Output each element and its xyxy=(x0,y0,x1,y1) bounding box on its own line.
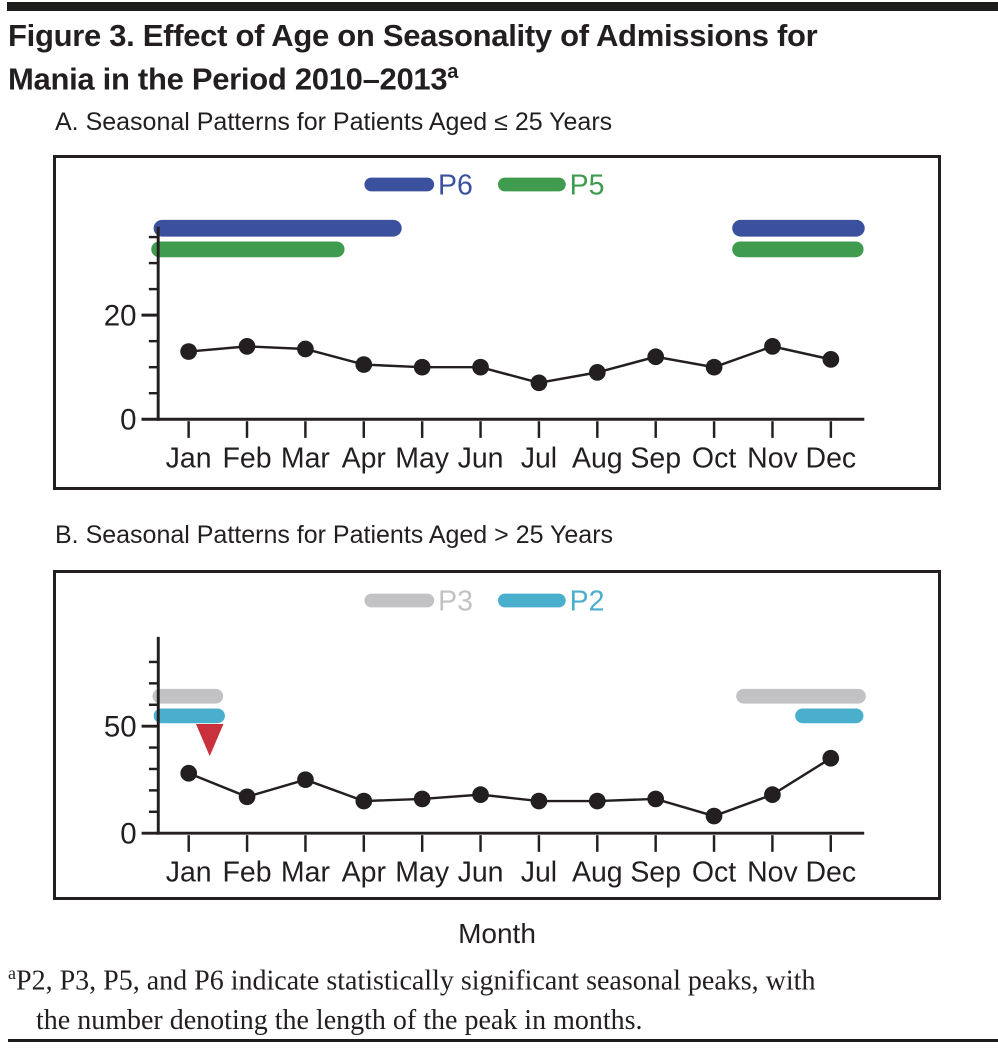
legend-swatch-p2 xyxy=(498,594,566,608)
peak-bar-p2 xyxy=(795,708,863,723)
peak-marker-arrow-icon xyxy=(196,724,223,756)
x-tick-label: Jul xyxy=(520,856,558,889)
peak-bar-p3 xyxy=(153,689,224,704)
x-axis-title: Month xyxy=(458,918,536,949)
x-tick-label: Dec xyxy=(805,856,857,889)
top-rule xyxy=(7,2,998,11)
peak-bar-p6 xyxy=(154,220,402,237)
peak-bar-p2 xyxy=(154,708,225,723)
x-tick-label: Jan xyxy=(165,856,212,889)
x-tick-label: Sep xyxy=(630,442,682,475)
legend-label-p6: P6 xyxy=(438,169,473,202)
data-point xyxy=(589,364,606,381)
data-point xyxy=(355,793,372,810)
y-tick-label: 0 xyxy=(120,403,137,437)
data-point xyxy=(297,341,314,358)
data-point xyxy=(355,356,372,373)
data-point xyxy=(706,359,723,376)
x-tick-label: Oct xyxy=(691,442,737,475)
legend-label-p3: P3 xyxy=(438,585,473,618)
x-tick-label: Mar xyxy=(280,856,330,889)
panel-a-title: A. Seasonal Patterns for Patients Aged ≤ 25 Years xyxy=(55,108,613,136)
series-line xyxy=(189,346,831,382)
x-tick-label: Mar xyxy=(280,442,330,475)
data-point xyxy=(414,791,431,808)
figure-title-line1: Figure 3. Effect of Age on Seasonality of Admissions for xyxy=(8,18,818,53)
x-tick-label: Aug xyxy=(571,442,623,475)
panel-b-title: B. Seasonal Patterns for Patients Aged > 25 Years xyxy=(55,521,614,549)
figure-title-line2: Mania in the Period 2010–2013 xyxy=(8,61,448,97)
data-point xyxy=(239,338,256,355)
data-point xyxy=(531,793,548,810)
peak-bar-p5 xyxy=(151,241,344,257)
data-point xyxy=(297,771,314,788)
footnote-line2: the number denoting the length of the peak in months. xyxy=(36,1005,643,1037)
data-point xyxy=(239,788,256,805)
footnote-superscript: a xyxy=(8,963,16,983)
x-tick-label: Dec xyxy=(805,442,857,475)
y-tick-label: 50 xyxy=(103,710,137,744)
legend-label-p2: P2 xyxy=(569,585,605,618)
x-tick-label: Oct xyxy=(691,856,737,889)
data-point xyxy=(764,786,781,803)
panel-a-chart xyxy=(53,155,941,490)
x-tick-label: Feb xyxy=(222,442,272,475)
x-tick-label: Jul xyxy=(520,442,558,475)
panel-b-chart xyxy=(53,570,941,900)
legend-swatch-p3 xyxy=(364,594,434,608)
data-point xyxy=(647,791,664,808)
footnote xyxy=(8,953,986,1041)
x-tick-label: Nov xyxy=(747,856,798,889)
footnote-line1: P2, P3, P5, and P6 indicate statistically significant seasonal peaks, with xyxy=(16,965,816,997)
legend-swatch-p6 xyxy=(364,178,434,192)
x-tick-label: Jan xyxy=(165,442,212,475)
x-tick-label: Jun xyxy=(457,856,504,889)
x-tick-label: Aug xyxy=(571,856,623,889)
data-point xyxy=(180,765,197,782)
figure-title-superscript: a xyxy=(447,61,459,83)
x-tick-label: Nov xyxy=(747,442,798,475)
x-tick-label: Jun xyxy=(457,442,504,475)
data-point xyxy=(823,351,840,368)
legend-label-p5: P5 xyxy=(569,169,605,202)
data-point xyxy=(472,786,489,803)
data-point xyxy=(589,793,606,810)
data-point xyxy=(647,348,664,365)
x-tick-label: Apr xyxy=(341,856,386,889)
x-tick-label: Feb xyxy=(222,856,272,889)
peak-bar-p6 xyxy=(732,220,865,237)
data-point xyxy=(531,374,548,391)
bottom-rule xyxy=(8,1039,998,1042)
data-point xyxy=(180,343,197,360)
x-tick-label: Sep xyxy=(630,856,681,889)
data-point xyxy=(414,359,431,376)
x-tick-label: May xyxy=(395,856,450,889)
data-point xyxy=(764,338,781,355)
y-tick-label: 0 xyxy=(120,817,137,851)
y-tick-label: 20 xyxy=(103,299,137,333)
series-line xyxy=(189,758,831,816)
data-point xyxy=(706,808,723,825)
x-tick-label: May xyxy=(395,442,450,475)
data-point xyxy=(472,359,489,376)
data-point xyxy=(822,750,839,767)
x-tick-label: Apr xyxy=(341,442,386,475)
legend-swatch-p5 xyxy=(498,178,566,192)
figure-title xyxy=(8,18,973,97)
peak-bar-p3 xyxy=(736,689,866,704)
peak-bar-p5 xyxy=(732,241,863,257)
